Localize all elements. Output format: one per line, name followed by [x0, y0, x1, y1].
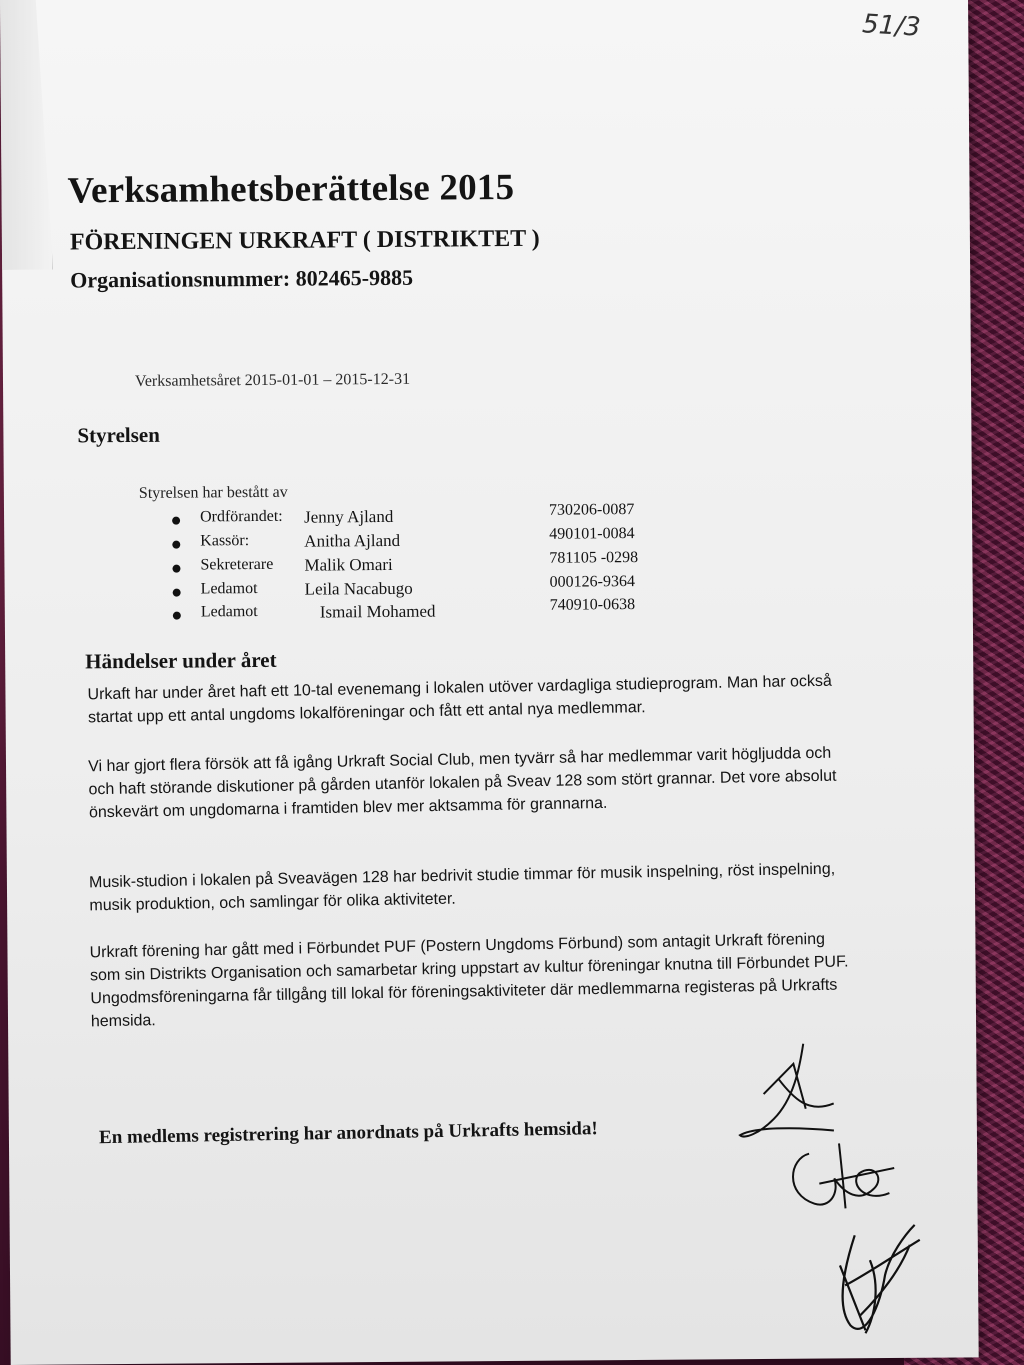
member-role: Kassör:	[200, 532, 250, 550]
board-intro: Styrelsen har bestått av	[138, 483, 288, 502]
bullet-icon	[173, 612, 181, 620]
member-id: 740910-0638	[549, 596, 636, 614]
signature-2	[779, 1133, 910, 1224]
bullet-icon	[172, 565, 180, 573]
member-id: 000126-9364	[549, 573, 635, 591]
fiscal-year: Verksamhetsåret 2015-01-01 – 2015-12-31	[134, 370, 411, 390]
member-name: Ismail Mohamed	[319, 601, 436, 622]
events-paragraph: Musik-studion i lokalen på Sveavägen 128 har bedrivit studie timmar för musik inspelning, röst inspelning, musik produktion, och samlingar för olika aktiviteter.	[88, 860, 836, 915]
member-name: Anitha Ajland	[304, 530, 401, 551]
events-paragraph: Vi har gjort flera försök att få igång Urkraft Social Club, men tyvärr så har medlemmar varit högljudda och och haft störande diskutioner på gården utanför lokalen på Sveav 128 som stört grannar. Det vore absolut önskevärt om ungdomarna i framtiden blev mer aktsamma för grannarna.	[87, 744, 837, 822]
member-id: 730206-0087	[548, 501, 635, 519]
member-name: Leila Nacabugo	[304, 578, 413, 599]
member-name: Malik Omari	[304, 554, 393, 575]
bullet-icon	[172, 517, 180, 525]
organization-name: FÖRENINGEN URKRAFT ( DISTRIKTET )	[69, 225, 540, 256]
folded-sheet-edge	[0, 0, 53, 270]
footer-statement: En medlems registrering har anordnats på Urkrafts hemsida!	[98, 1118, 598, 1149]
board-member-row	[5, 596, 705, 628]
events-paragraph: Urkaft har under året haft ett 10-tal evenemang i lokalen utöver vardagliga studieprogram. Man har också startat upp ett antal ungdoms lokalföreningar och fått ett antal nya medlemmar.	[87, 672, 833, 727]
bullet-icon	[172, 541, 180, 549]
handwritten-page-mark: 51/3	[861, 9, 922, 43]
member-id: 781105 -0298	[549, 549, 639, 567]
member-role: Sekreterare	[200, 555, 274, 574]
member-id: 490101-0084	[549, 525, 635, 543]
organization-number: Organisationsnummer: 802465-9885	[70, 264, 414, 293]
signature-3	[825, 1215, 936, 1346]
document-title: Verksamhetsberättelse 2015	[67, 166, 515, 212]
board-heading: Styrelsen	[77, 422, 160, 448]
bullet-icon	[173, 589, 181, 597]
events-paragraph: Urkraft förening har gått med i Förbundet PUF (Postern Ungdoms Förbund) som antagit Urkraft förening som sin Distrikts Organisation och samarbetar kring uppstart av kultur föreningar knutna till Förbundet PUF. Ungodmsföreningarna får tillgång till lokal för föreningsaktiviteter där medlemmarna registeras på Urkrafts hemsida.	[89, 930, 849, 1031]
member-role: Ordförandet:	[199, 507, 283, 526]
member-name: Jenny Ajland	[303, 506, 394, 527]
member-role: Ledamot	[200, 602, 258, 621]
member-role: Ledamot	[200, 579, 258, 598]
events-heading: Händelser under året	[85, 647, 277, 674]
